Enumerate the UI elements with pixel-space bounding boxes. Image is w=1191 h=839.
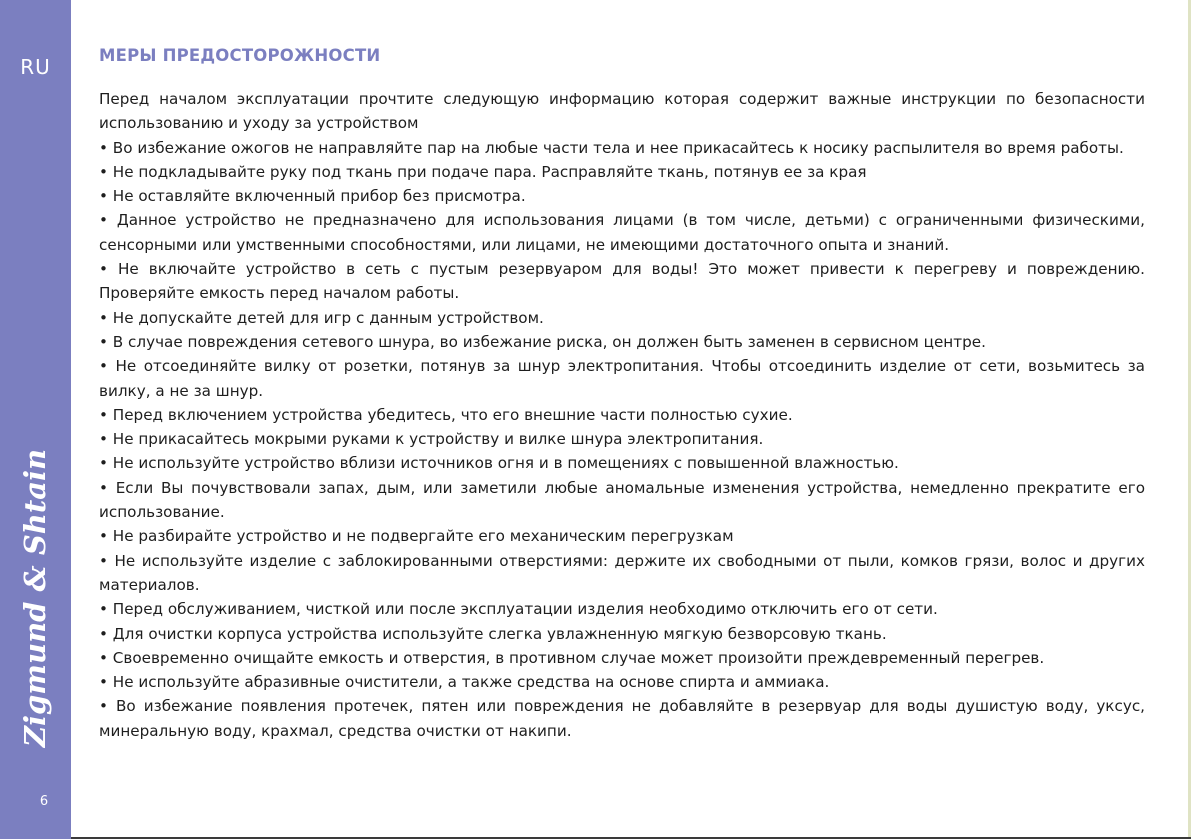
section-title: МЕРЫ ПРЕДОСТОРОЖНОСТИ (99, 46, 381, 65)
safety-item: • Не используйте устройство вблизи источников огня и в помещениях с повышенной влажностью. (99, 454, 899, 473)
safety-item: • Если Вы почувствовали запах, дым, или заметили любые аномальные изменения устройства, немедленно прекратите его использование. (99, 478, 1145, 522)
sidebar (0, 0, 71, 839)
language-label: RU (20, 55, 51, 79)
safety-item: • Не прикасайтесь мокрыми руками к устройству и вилке шнура электропитания. (99, 430, 764, 449)
safety-item: • Не включайте устройство в сеть с пустым резервуаром для воды! Это может привести к перегреву и повреждению. Проверяйте емкость перед началом работы. (99, 260, 1145, 303)
brand-logo: Zigmund & Shtain (18, 448, 52, 748)
safety-item: • Не используйте изделие с заблокированными отверстиями: держите их свободными от пыли, комков грязи, волос и других материалов. (99, 551, 1145, 594)
safety-item: • Не допускайте детей для игр с данным устройством. (99, 308, 544, 327)
page-number: 6 (39, 794, 49, 809)
safety-item: • Во избежание ожогов не направляйте пар на любые части тела и нее прикасайтесь к носику распылителя во время работы. (99, 138, 1124, 157)
safety-item: • Не подкладывайте руку под ткань при подаче пара. Расправляйте ткань, потянув ее за края (99, 162, 867, 181)
safety-item: • Во избежание появления протечек, пятен или повреждения не добавляйте в резервуар для воды душистую воду, уксус, минеральную воду, крахмал, средства очистки от накипи. (99, 697, 1145, 740)
main-content (99, 44, 1145, 743)
safety-item: • Не оставляйте включенный прибор без присмотра. (99, 187, 526, 206)
safety-item: • Перед обслуживанием, чисткой или после эксплуатации изделия необходимо отключить его от сети. (99, 600, 938, 619)
safety-item: • Не разбирайте устройство и не подвергайте его механическим перегрузкам (99, 527, 734, 546)
safety-item: • Не отсоединяйте вилку от розетки, потянув за шнур электропитания. Чтобы отсоединить изделие от сети, возьмитесь за вилку, а не за шнур. (99, 357, 1145, 400)
safety-item: • Своевременно очищайте емкость и отверстия, в противном случае может произойти преждевременный перегрев. (99, 648, 1045, 667)
safety-item: • Перед включением устройства убедитесь, что его внешние части полностью сухие. (99, 405, 793, 424)
safety-item: • Данное устройство не предназначено для использования лицами (в том числе, детьми) с ограниченными физическими, сенсорными или умственными способностями, или лицами, не имеющими достаточного опыта и знаний. (99, 211, 1145, 254)
intro-paragraph: Перед началом эксплуатации прочтите следующую информацию которая содержит важные инструкции по безопасности использованию и уходу за устройством (99, 90, 1145, 133)
safety-item: • Для очистки корпуса устройства используйте слегка увлажненную мягкую безворсовую ткань. (99, 624, 887, 643)
safety-item: • Не используйте абразивные очистители, а также средства на основе спирта и аммиака. (99, 673, 830, 692)
safety-item: • В случае повреждения сетевого шнура, во избежание риска, он должен быть заменен в сервисном центре. (99, 332, 986, 351)
